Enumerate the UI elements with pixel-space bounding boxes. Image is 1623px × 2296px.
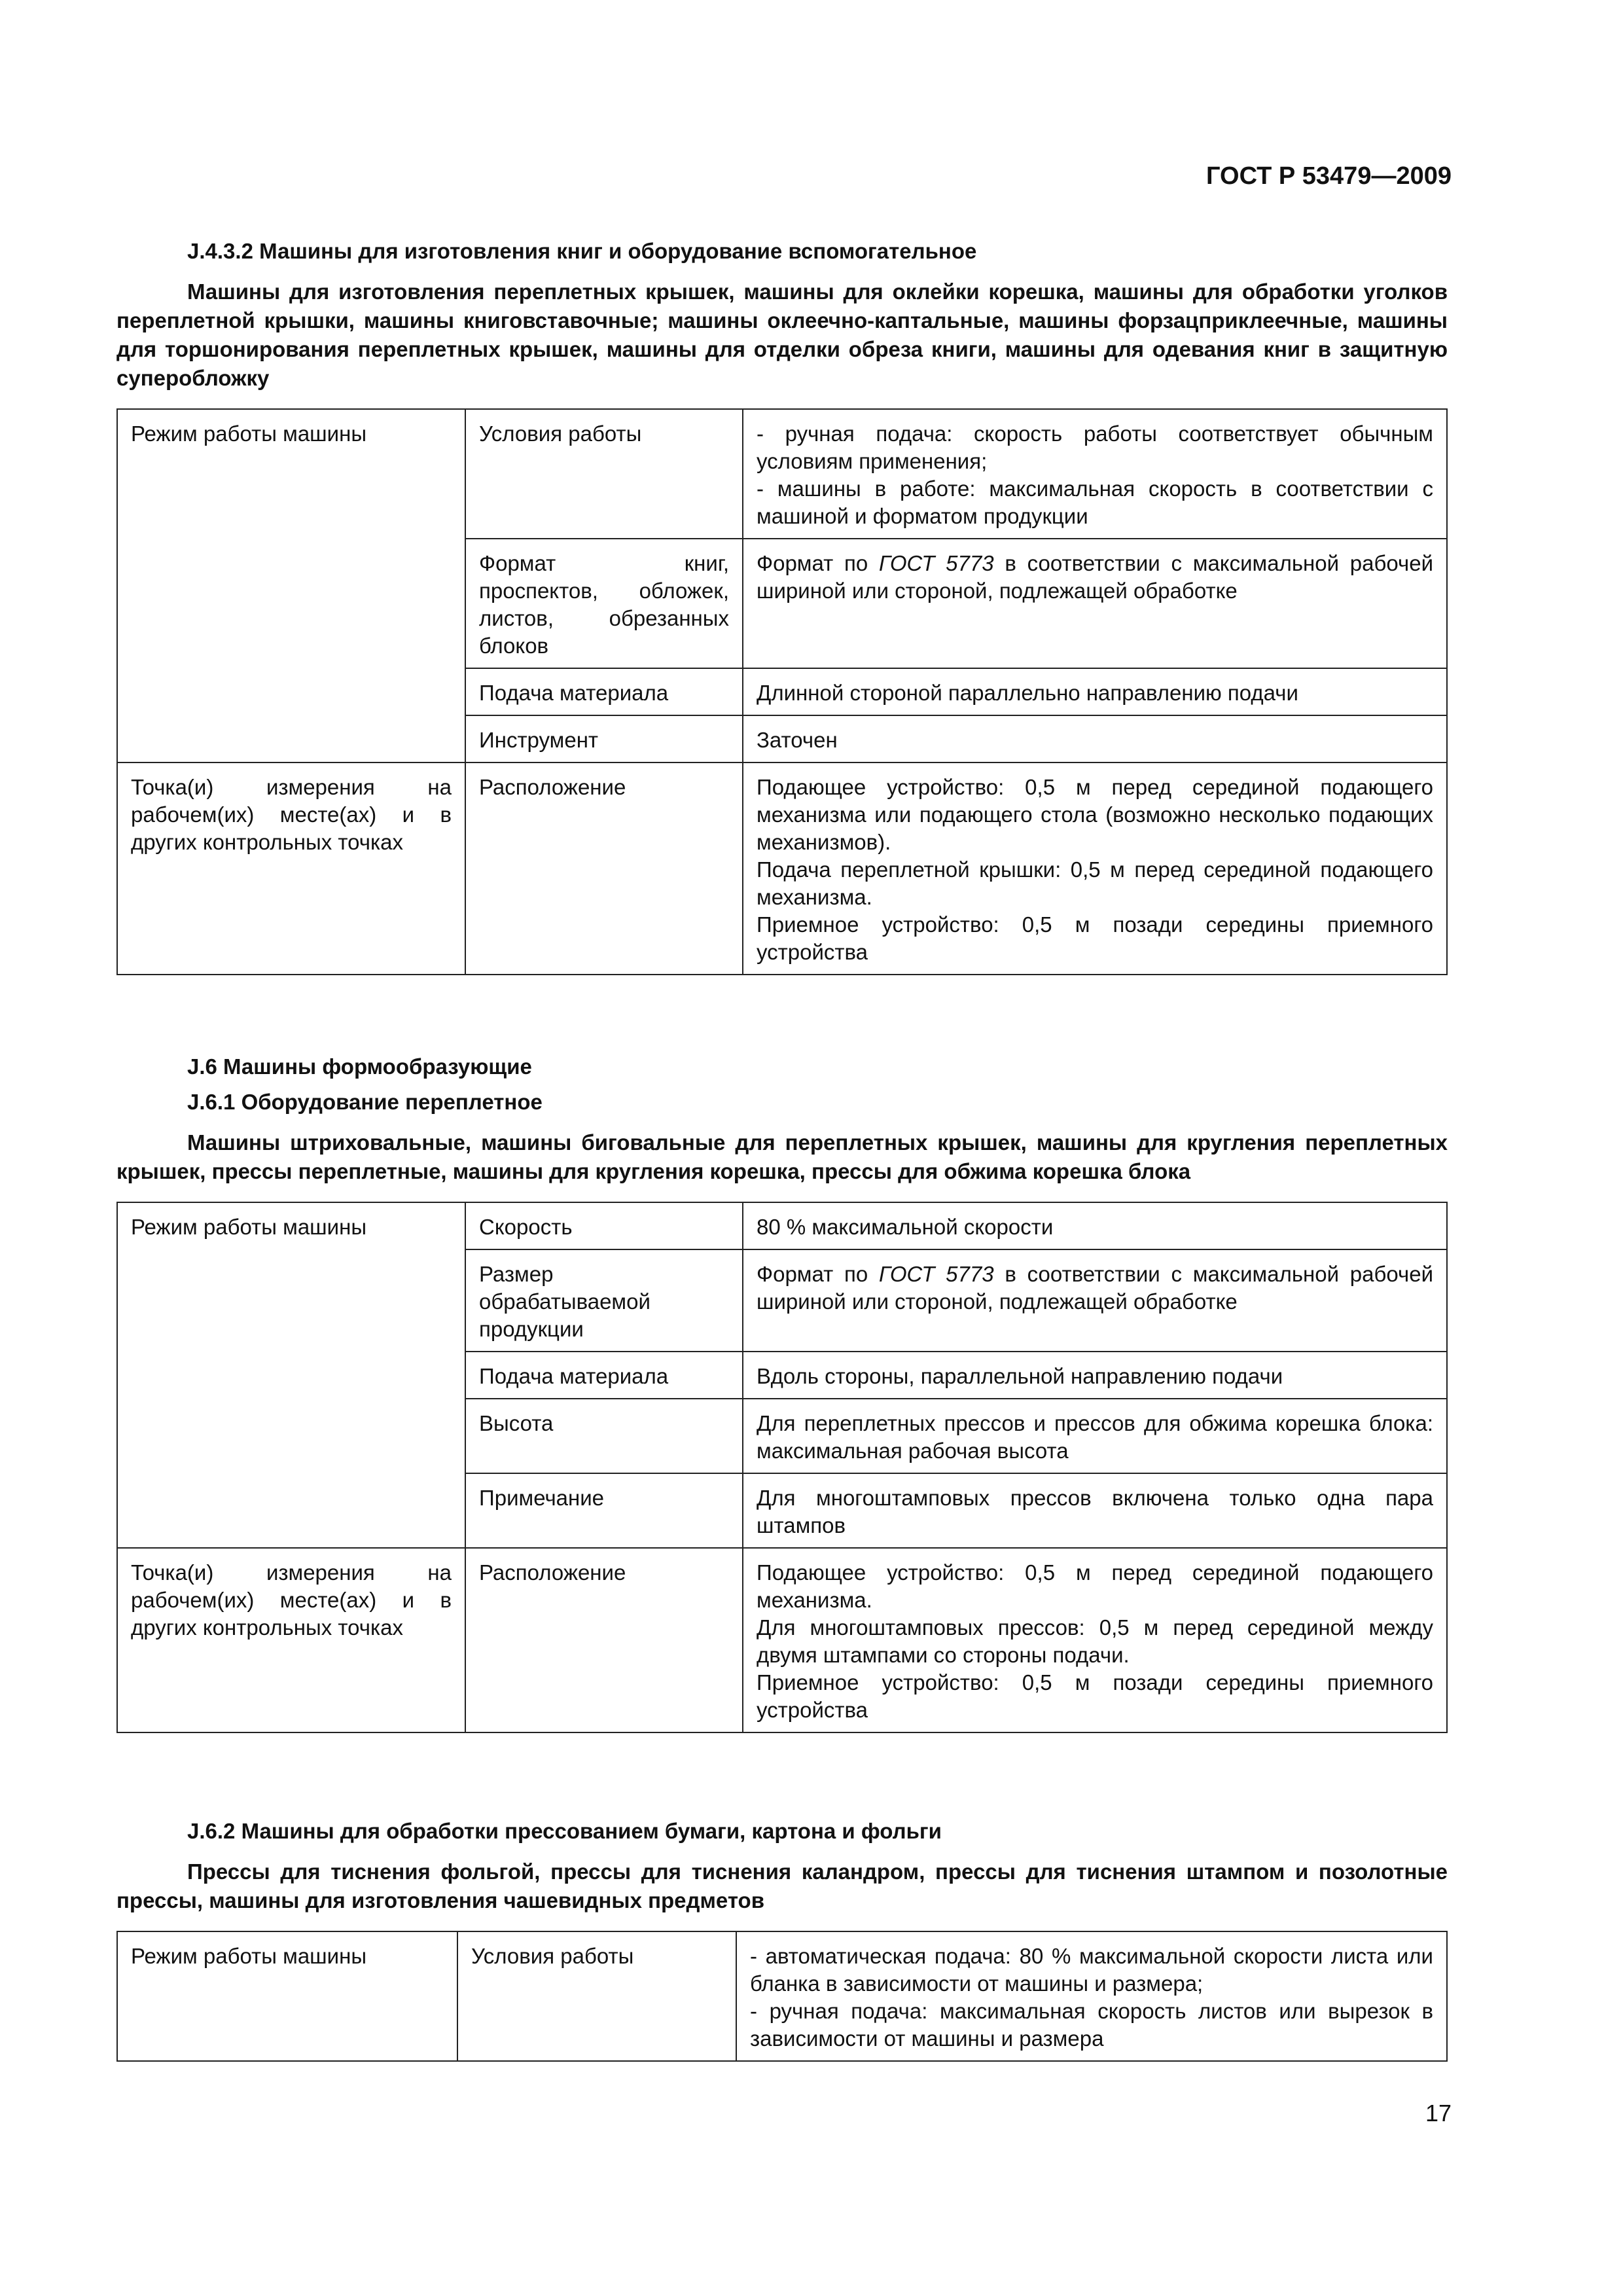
value-cell: Подающее устройство: 0,5 м перед серединой подающего механизма. Для многоштамповых прессов: 0,5 м перед серединой между двумя штампами со стороны подачи. Приемное устройство: 0,5 м позади середины приемного устройства [743, 1548, 1447, 1732]
value-cell: Длинной стороной параллельно направлению подачи [743, 668, 1447, 715]
value-cell: Для многоштамповых прессов включена только одна пара штампов [743, 1473, 1447, 1548]
document-id: ГОСТ Р 53479—2009 [1206, 162, 1452, 190]
parameters-table [116, 408, 1448, 975]
param-cell: Инструмент [465, 715, 743, 762]
section-heading: J.6 Машины формообразующие [187, 1054, 532, 1079]
subsection-heading: J.6.1 Оборудование переплетное [187, 1090, 543, 1114]
section-j62 [116, 1817, 1448, 2062]
param-cell: Расположение [465, 1548, 743, 1732]
section-j61 [116, 1052, 1448, 1733]
section-heading: J.6.2 Машины для обработки прессованием бумаги, картона и фольги [187, 1819, 942, 1843]
parameters-table [116, 1931, 1448, 2062]
value-cell: Заточен [743, 715, 1447, 762]
value-cell: Подающее устройство: 0,5 м перед серединой подающего механизма или подающего стола (возможно несколько подающих механизмов). Подача переплетной крышки: 0,5 м перед серединой подающего механизма. Приемное устройство: 0,5 м позади середины приемного устройства [743, 762, 1447, 975]
table-row [117, 762, 1447, 975]
table-row [117, 1202, 1447, 1249]
mode-cell: Режим работы машины [117, 1202, 465, 1548]
value-cell: - автоматическая подача: 80 % максимальной скорости листа или бланка в зависимости от машины и размера; - ручная подача: максимальная скорость листов или вырезок в зависимости от машины и размера [736, 1931, 1447, 2061]
value-cell: Формат по ГОСТ 5773 в соответствии с максимальной рабочей шириной или стороной, подлежащей обработке [743, 1249, 1447, 1352]
param-cell: Высота [465, 1399, 743, 1473]
param-cell: Формат книг, проспектов, обложек, листов, обрезанных блоков [465, 539, 743, 668]
mode-cell: Режим работы машины [117, 409, 465, 762]
points-cell: Точка(и) измерения на рабочем(их) месте(ах) и в других контрольных точках [117, 762, 465, 975]
value-cell: Формат по ГОСТ 5773 в соответствии с максимальной рабочей шириной или стороной, подлежащей обработке [743, 539, 1447, 668]
param-cell: Скорость [465, 1202, 743, 1249]
value-cell: - ручная подача: скорость работы соответствует обычным условиям применения; - машины в работе: максимальная скорость в соответствии с машиной и форматом продукции [743, 409, 1447, 539]
points-cell: Точка(и) измерения на рабочем(их) месте(ах) и в других контрольных точках [117, 1548, 465, 1732]
parameters-table [116, 1202, 1448, 1733]
mode-cell: Режим работы машины [117, 1931, 457, 2061]
param-cell: Расположение [465, 762, 743, 975]
section-j432 [116, 237, 1448, 975]
standard-reference: ГОСТ 5773 [878, 551, 994, 575]
param-cell: Условия работы [457, 1931, 736, 2061]
table-row [117, 409, 1447, 539]
standard-reference: ГОСТ 5773 [878, 1262, 994, 1286]
param-cell: Подача материала [465, 1352, 743, 1399]
page-number: 17 [1425, 2100, 1452, 2126]
param-cell: Подача материала [465, 668, 743, 715]
section-intro: Машины штриховальные, машины биговальные для переплетных крышек, машины для кругления переплетных крышек, прессы переплетные, машины для кругления корешка, прессы для обжима корешка блока [116, 1130, 1448, 1183]
section-intro: Машины для изготовления переплетных крышек, машины для оклейки корешка, машины для обработки уголков переплетной крышки, машины книговставочные; машины оклеечно-каптальные, машины форзацприклеечные, машины для торшонирования переплетных крышек, машины для отделки обреза книги, машины для одевания книг в защитную суперобложку [116, 279, 1448, 390]
value-cell: Вдоль стороны, параллельной направлению подачи [743, 1352, 1447, 1399]
value-cell: Для переплетных прессов и прессов для обжима корешка блока: максимальная рабочая высота [743, 1399, 1447, 1473]
param-cell: Примечание [465, 1473, 743, 1548]
table-row [117, 1548, 1447, 1732]
table-row [117, 1931, 1447, 2061]
section-intro: Прессы для тиснения фольгой, прессы для тиснения каландром, прессы для тиснения штампом и позолотные прессы, машины для изготовления чашевидных предметов [116, 1859, 1448, 1912]
value-cell: 80 % максимальной скорости [743, 1202, 1447, 1249]
param-cell: Размер обрабатываемой продукции [465, 1249, 743, 1352]
param-cell: Условия работы [465, 409, 743, 539]
section-heading: J.4.3.2 Машины для изготовления книг и оборудование вспомогательное [187, 239, 977, 263]
